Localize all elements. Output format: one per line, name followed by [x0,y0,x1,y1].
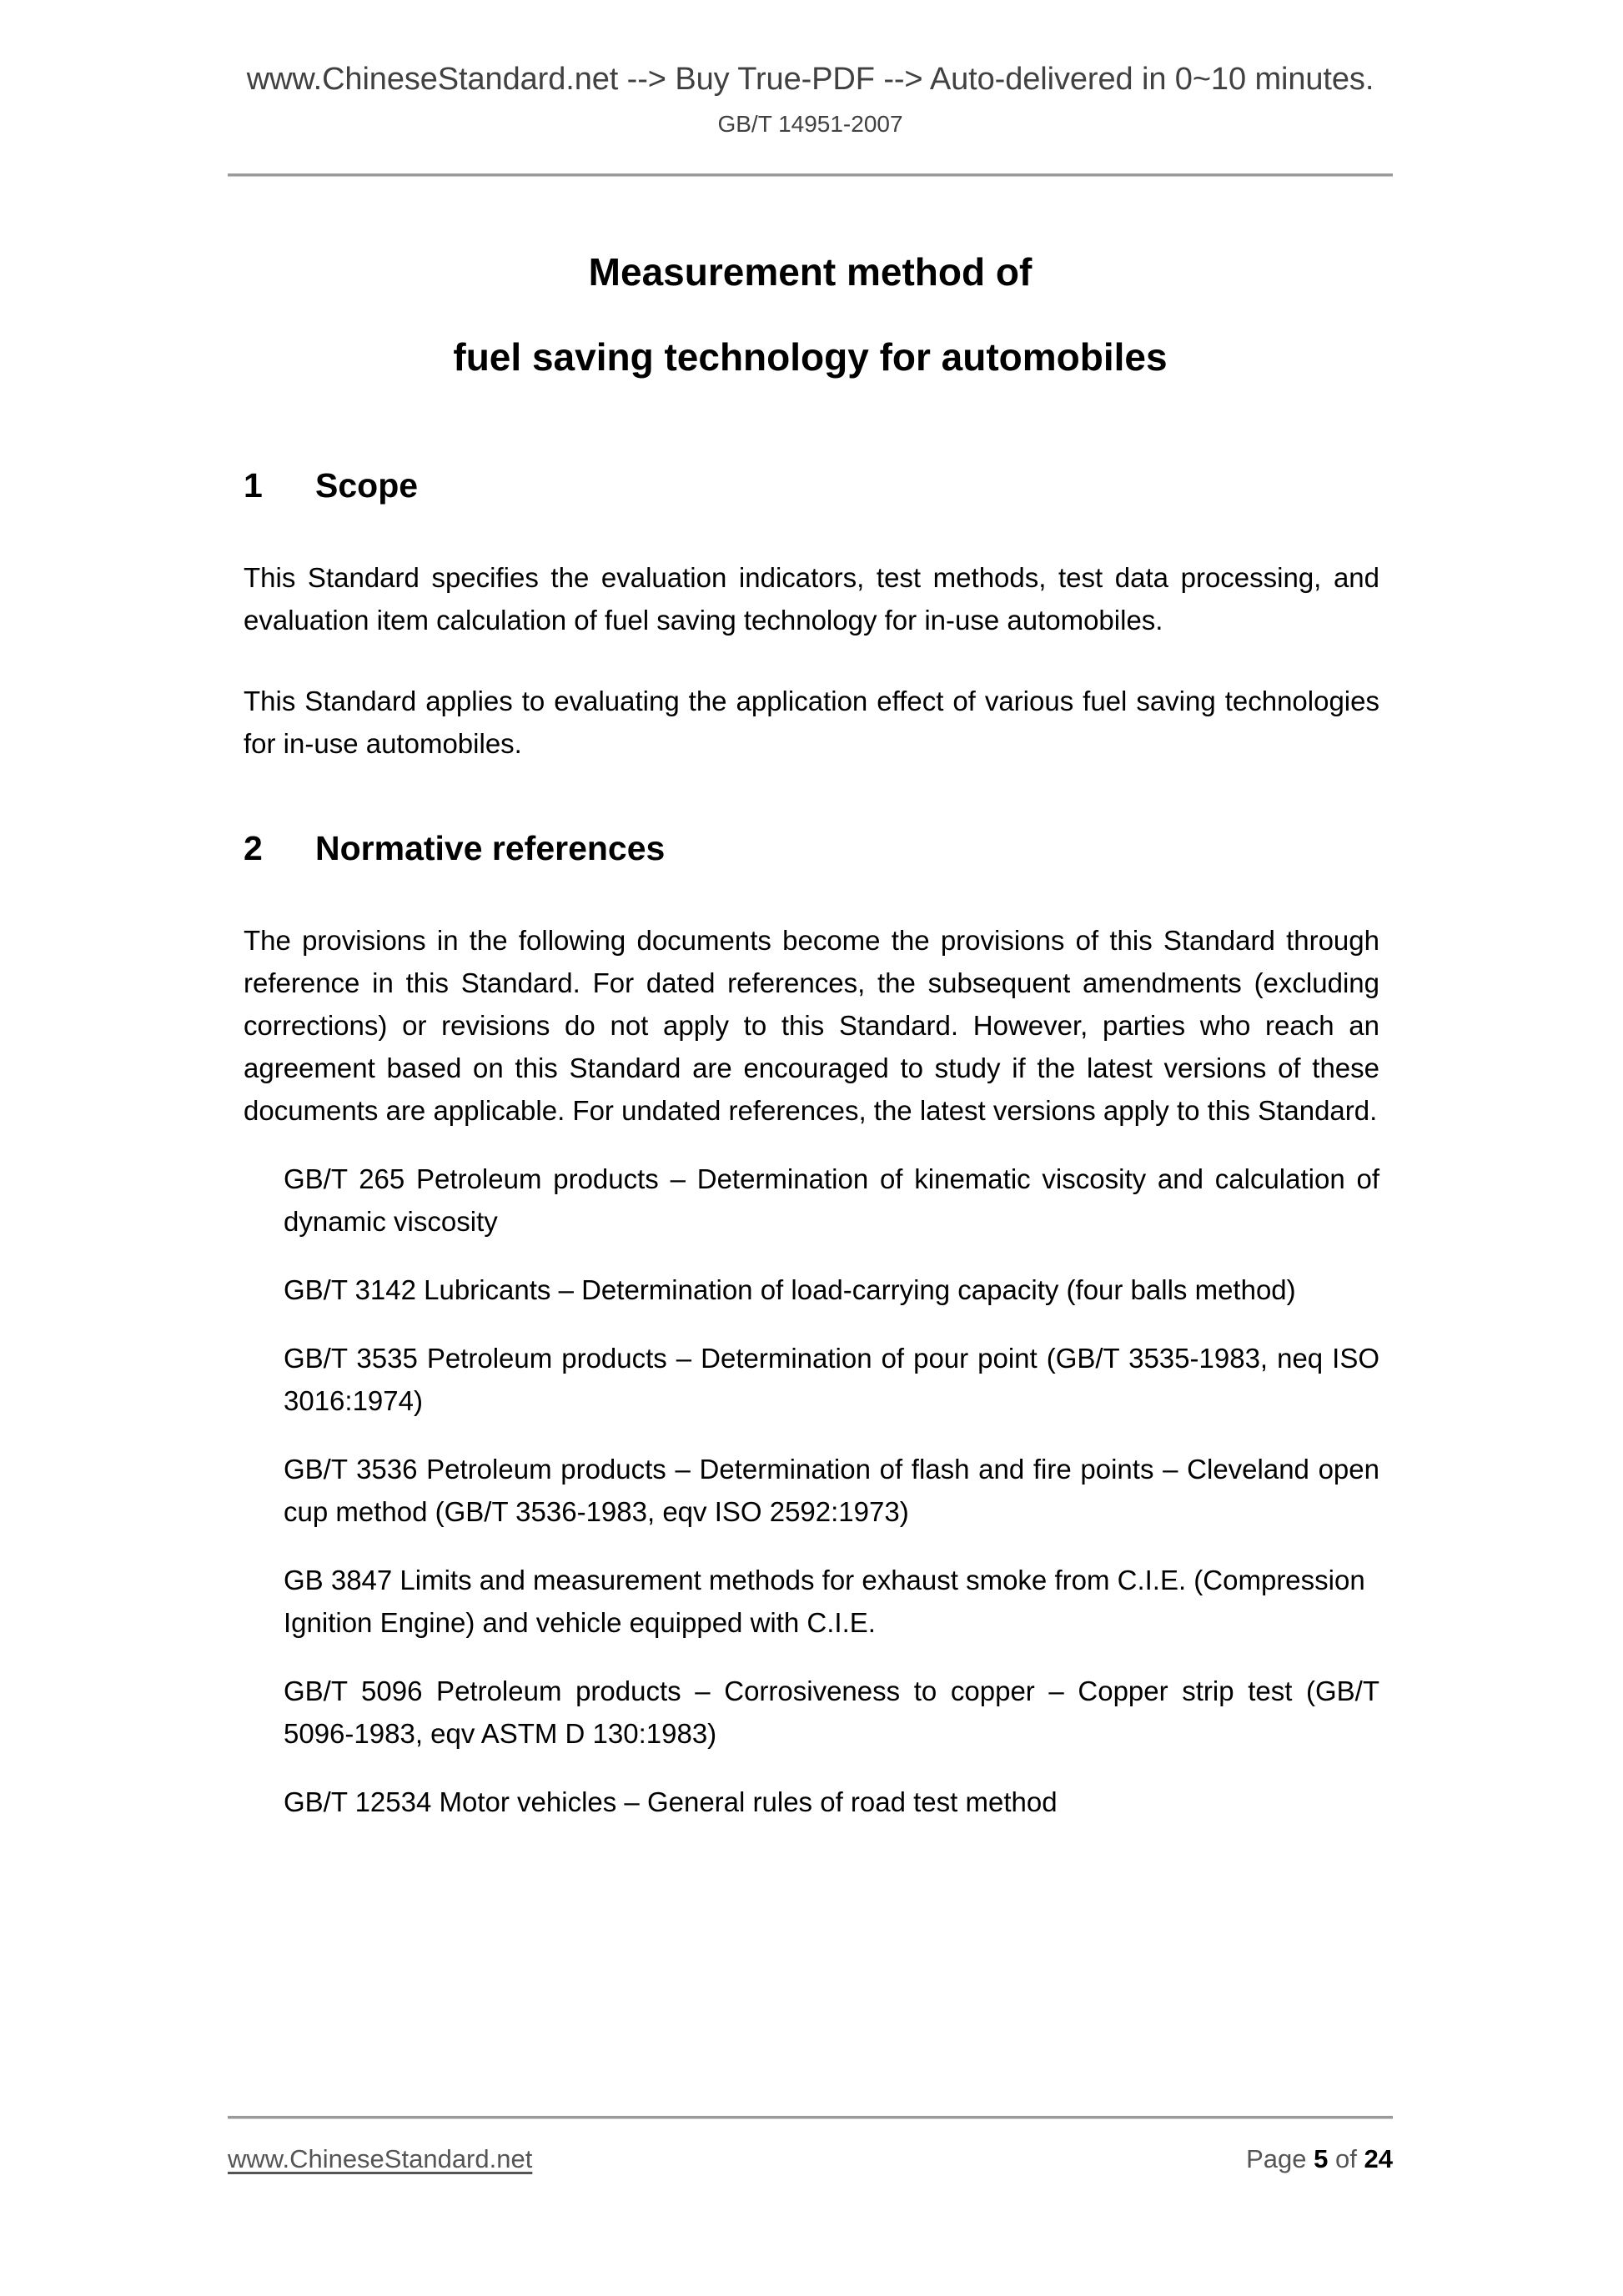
section-title: Scope [315,466,419,505]
section-heading-scope [244,467,1379,505]
spacer [244,1132,1379,1158]
normative-reference-list [244,1158,1379,1823]
scope-paragraph-1: This Standard specifies the evaluation indicators, test methods, test data processing, and evaluation item calculation of fuel saving technology for in-use automobiles. [244,562,1379,636]
section-number: 2 [244,829,263,868]
spacer [284,1422,1379,1448]
spacer [244,765,1379,830]
spacer [244,641,1379,680]
footer-site-link[interactable]: www.ChineseStandard.net [228,2144,533,2173]
section-heading-normative-references [244,830,1379,867]
footer-page-indicator [1246,2144,1393,2174]
spacer [284,1311,1379,1337]
normative-references-paragraph: The provisions in the following documents become the provisions of this Standard through reference in this Standard. For dated references, the subsequent amendments (excluding corrections) or revisions do not apply to this Standard. However, parties who reach an agreement based on this Standard are encouraged to study if the latest versions of these documents are applicable. For undated references, the latest versions apply to this Standard. [244,925,1379,1127]
spacer [284,1243,1379,1269]
page-title-line-1: Measurement method of [588,249,1033,294]
page-footer [228,2144,1393,2174]
section-number: 1 [244,466,263,505]
page-header [228,58,1393,140]
reference-item: GB 3847 Limits and measurement methods for exhaust smoke from C.I.E. (Compression Ignition Engine) and vehicle equipped with C.I.E. [284,1565,1365,1639]
spacer [284,1644,1379,1670]
page-title-line-2: fuel saving technology for automobiles [453,334,1168,379]
footer-page-middle: of [1335,2144,1357,2173]
footer-page-number: 5 [1314,2144,1329,2173]
spacer [244,505,1379,556]
header-standard-code: GB/T 14951-2007 [717,111,903,138]
spacer [284,1533,1379,1559]
footer-page-prefix: Page [1246,2144,1307,2173]
spacer [284,1755,1379,1781]
reference-item: GB/T 5096 Petroleum products – Corrosiveness to copper – Copper strip test (GB/T 5096-1983, eqv ASTM D 130:1983) [284,1676,1379,1750]
section-title: Normative references [315,829,666,868]
reference-item: GB/T 12534 Motor vehicles – General rules of road test method [284,1786,1058,1818]
header-promo-text: www.ChineseStandard.net --> Buy True-PDF --> Auto-delivered in 0~10 minutes. [246,62,1374,97]
page-title [228,249,1393,379]
reference-item: GB/T 265 Petroleum products – Determination of kinematic viscosity and calculation of dynamic viscosity [284,1163,1379,1238]
header-divider [228,173,1393,177]
reference-item: GB/T 3535 Petroleum products – Determination of pour point (GB/T 3535-1983, neq ISO 3016:1974) [284,1343,1379,1417]
footer-divider [228,2116,1393,2119]
spacer [244,867,1379,919]
scope-paragraph-2: This Standard applies to evaluating the application effect of various fuel saving technologies for in-use automobiles. [244,686,1379,760]
reference-item: GB/T 3536 Petroleum products – Determination of flash and fire points – Cleveland open cup method (GB/T 3536-1983, eqv ISO 2592:1973) [284,1454,1379,1528]
reference-item: GB/T 3142 Lubricants – Determination of load-carrying capacity (four balls method) [284,1274,1296,1306]
footer-page-total: 24 [1364,2144,1393,2173]
document-body [244,467,1379,1823]
